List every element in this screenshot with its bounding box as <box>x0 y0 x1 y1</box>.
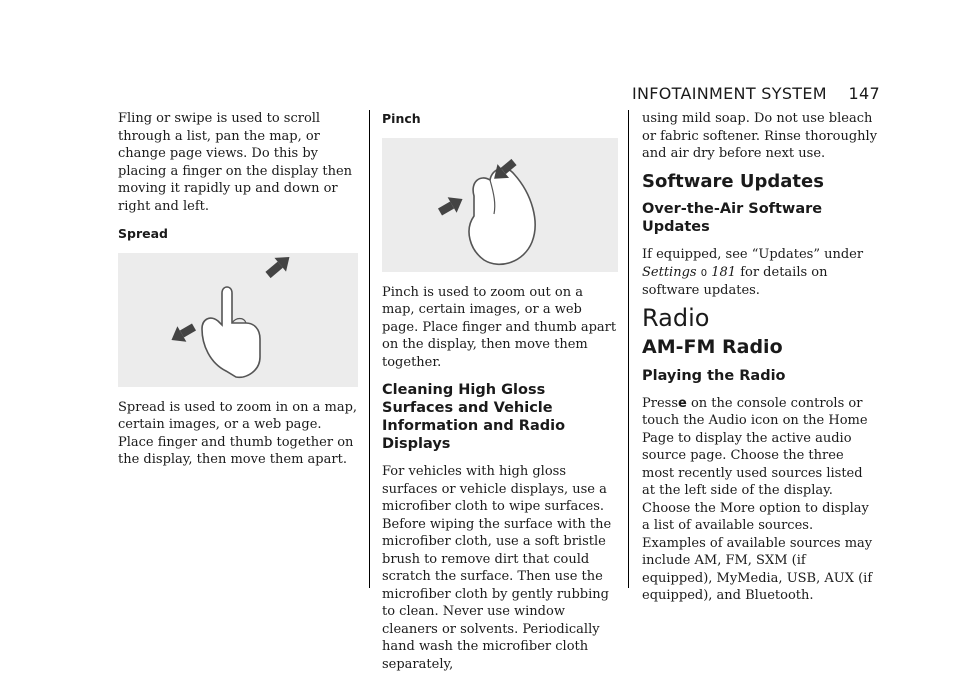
pinch-gesture-icon <box>382 138 618 272</box>
playing-paragraph <box>642 395 878 605</box>
cleaning-heading: Cleaning High Gloss Surfaces and Vehicle Information and Radio Displays <box>382 382 566 452</box>
playing-radio-heading: Playing the Radio <box>642 367 786 384</box>
column-divider <box>369 110 370 588</box>
ota-paragraph <box>642 246 878 300</box>
spread-paragraph: Spread is used to zoom in on a map, certain images, or a web page. Place finger and thumb together on the display, then move them apart. <box>118 399 358 467</box>
column-3 <box>642 110 878 615</box>
spread-gesture-icon <box>118 253 354 387</box>
section-title: INFOTAINMENT SYSTEM <box>632 84 827 103</box>
settings-link[interactable]: Settings <box>642 264 697 280</box>
audio-button-icon: e <box>678 395 687 411</box>
column-1 <box>118 110 358 479</box>
cleaning-paragraph: For vehicles with high gloss surfaces or vehicle displays, use a microfiber cloth to wipe surfaces. Before wiping the surface with the microfiber cloth, use a soft bristle brush to remove dirt that could scratch the surface. Then use the microfiber cloth by gently rubbing to clean. Never use window cleaners or solvents. Periodically hand wash the microfiber cloth separately, <box>382 464 612 672</box>
radio-heading: Radio <box>642 303 710 332</box>
amfm-radio-heading: AM-FM Radio <box>642 336 783 358</box>
spread-label: Spread <box>118 226 168 241</box>
pinch-figure <box>382 138 618 272</box>
spread-figure <box>118 253 358 387</box>
page-number: 147 <box>848 84 880 103</box>
settings-page-ref[interactable]: 181 <box>711 264 737 280</box>
ota-heading: Over-the-Air Software Updates <box>642 201 823 235</box>
continued-paragraph: using mild soap. Do not use bleach or fabric softener. Rinse thoroughly and air dry before next use. <box>642 111 878 161</box>
pinch-paragraph: Pinch is used to zoom out on a map, certain images, or a web page. Place finger and thumb apart on the display, then move them together. <box>382 284 617 370</box>
fling-paragraph: Fling or swipe is used to scroll through a list, pan the map, or change page views. Do this by placing a finger on the display then moving it rapidly up and down or right and left. <box>118 111 353 214</box>
press-text: Press <box>642 395 678 411</box>
page-reference-icon: 0 <box>700 267 708 279</box>
pinch-label: Pinch <box>382 111 421 126</box>
column-2 <box>382 110 618 683</box>
software-updates-heading: Software Updates <box>642 170 824 192</box>
ota-text-2: for details on software updates. <box>642 264 828 298</box>
column-divider <box>628 110 629 588</box>
ota-text-1: If equipped, see “Updates” under <box>642 247 864 262</box>
playing-text: on the console controls or touch the Audio icon on the Home Page to display the active audio source page. Choose the three most recently used sources listed at the left side of the display. Choose the More option to display a list of available sources. Examples of available sources may include AM, FM, SXM (if equipped), MyMedia, USB, AUX (if equipped), and Bluetooth. <box>642 395 873 603</box>
page-header <box>632 84 880 103</box>
